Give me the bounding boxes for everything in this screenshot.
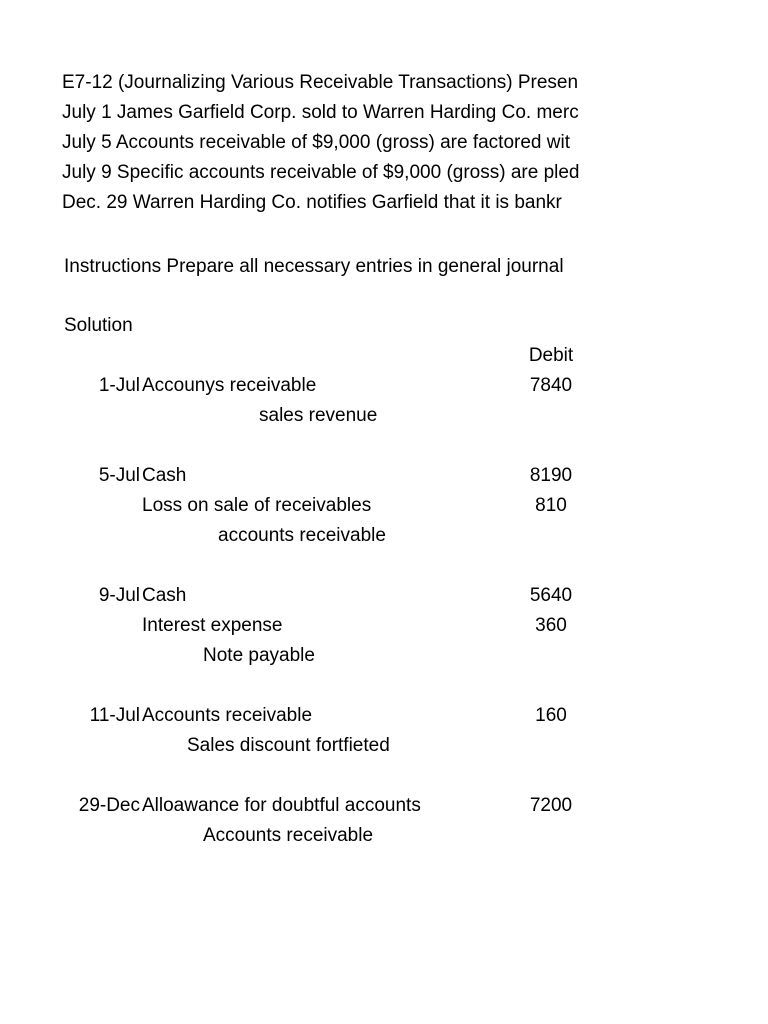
entry-date: 1-Jul <box>98 375 140 396</box>
debit-amount: 7200 <box>529 795 573 816</box>
entry-date: 29-Dec <box>78 795 140 816</box>
instructions: Instructions Prepare all necessary entries in general journal <box>64 256 564 277</box>
credit-account: sales revenue <box>259 405 378 426</box>
debit-amount: 160 <box>535 705 567 726</box>
credit-account: Note payable <box>203 645 315 666</box>
entry-date: 9-Jul <box>98 585 140 606</box>
credit-account: accounts receivable <box>218 525 386 546</box>
transaction-july-5: July 5 Accounts receivable of $9,000 (gross) are factored wit <box>62 132 570 153</box>
credit-account: Accounts receivable <box>203 825 374 846</box>
transaction-july-1: July 1 James Garfield Corp. sold to Warren Harding Co. merc <box>62 102 579 123</box>
debit-account: Interest expense <box>142 615 283 636</box>
debit-amount: 810 <box>535 495 567 516</box>
debit-amount: 7840 <box>529 375 573 396</box>
transaction-dec-29: Dec. 29 Warren Harding Co. notifies Garfield that it is bankr <box>62 192 562 213</box>
debit-account: Cash <box>142 585 187 606</box>
debit-column-header: Debit <box>528 345 574 366</box>
entry-date: 5-Jul <box>98 465 140 486</box>
debit-amount: 5640 <box>529 585 573 606</box>
debit-account: Alloawance for doubtful accounts <box>142 795 421 816</box>
problem-title: E7-12 (Journalizing Various Receivable Transactions) Presen <box>62 72 579 93</box>
debit-amount: 360 <box>535 615 567 636</box>
debit-amount: 8190 <box>529 465 573 486</box>
transaction-july-9: July 9 Specific accounts receivable of $9,000 (gross) are pled <box>62 162 580 183</box>
debit-account: Accounys receivable <box>142 375 317 396</box>
debit-account: Accounts receivable <box>142 705 313 726</box>
debit-account: Loss on sale of receivables <box>142 495 372 516</box>
debit-account: Cash <box>142 465 187 486</box>
entry-date: 11-Jul <box>89 705 140 726</box>
credit-account: Sales discount fortfieted <box>187 735 390 756</box>
solution-heading: Solution <box>64 315 133 336</box>
